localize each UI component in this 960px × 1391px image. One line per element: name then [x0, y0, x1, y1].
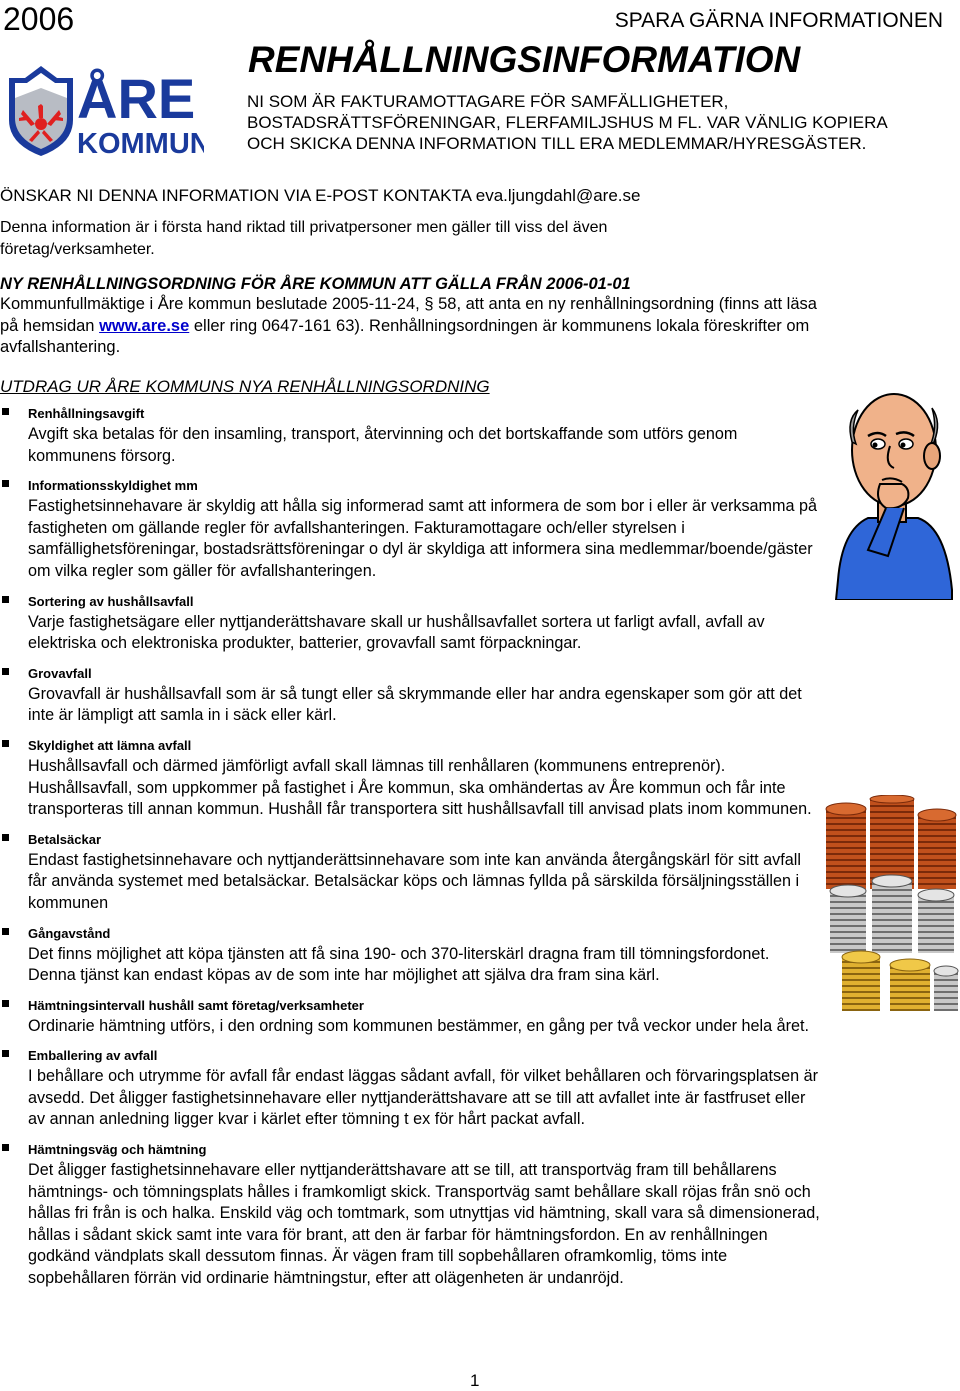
- bullet-square-icon: [2, 1000, 9, 1007]
- page-title: RENHÅLLNINGSINFORMATION: [248, 39, 801, 80]
- rule-title: Hämtningsväg och hämtning: [28, 1142, 207, 1158]
- logo-line1: ÅRE: [77, 67, 196, 130]
- coat-of-arms-icon: [5, 58, 204, 158]
- rule-body: I behållare och utrymme för avfall får endast läggas sådant avfall, för vilket behållaren och förvaringsplatsen är avsedd. Det åligger fastighetsinnehavare eller nyttjanderättshavare att se till att avfallet inte är fastfruset eller av annan anledning ligger kvar i kärlet efter tömning t ex för hårt packat avfall.: [28, 1067, 819, 1129]
- rule-item: [0, 830, 820, 915]
- bullet-square-icon: [2, 1050, 9, 1057]
- rule-title: Emballering av avfall: [28, 1048, 158, 1064]
- rule-body: Det åligger fastighetsinnehavare eller nyttjanderättshavare att se till, att transportväg fram till behållarens hämtnings- och tömningsplats hålles i framkomligt skick. Transportväg samt behållare skall röjas från snö och hållas fri från is och halka. Enskild väg och tomtmark, som utnyttjas vid hämtning, skall vara så dimensionerad, hållas i sådant skick samt inte vara för brant, att den är farbar för hämtningsfordon. En av renhållningen godkänd vändplats skall dessutom finnas. Är vägen fram till sopbehållaren oframkomlig, töms inte sopbehållaren förrän vid ordinarie hämtningstur, efter att olägenheten är undanröjd.: [28, 1161, 820, 1288]
- item-spacer: [0, 915, 820, 924]
- rule-item: [0, 996, 820, 1038]
- rule-title: Hämtningsintervall hushåll samt företag/verksamheter: [28, 997, 364, 1013]
- website-link[interactable]: www.are.se: [99, 316, 190, 335]
- bullet-square-icon: [2, 596, 9, 603]
- item-spacer: [0, 727, 820, 736]
- item-spacer: [0, 987, 820, 996]
- rule-item: [0, 1140, 820, 1290]
- rule-title: Skyldighet att lämna avfall: [28, 737, 192, 753]
- year: 2006: [3, 1, 75, 37]
- bullet-square-icon: [2, 408, 9, 415]
- save-notice: SPARA GÄRNA INFORMATIONEN: [614, 9, 943, 32]
- rule-item: [0, 736, 820, 821]
- rule-item: [0, 592, 820, 655]
- bullet-square-icon: [2, 480, 9, 487]
- page-number: 1: [470, 1371, 480, 1390]
- rule-body: Avgift ska betalas för den insamling, transport, återvinning och det bortskaffande som utförs genom kommunens försorg.: [28, 425, 738, 465]
- rule-title: Betalsäckar: [28, 831, 101, 847]
- rule-body: Ordinarie hämtning utförs, i den ordning som kommunen bestämmer, en gång per två veckor under hela året.: [28, 1016, 810, 1035]
- rule-title: Gångavstånd: [28, 925, 111, 941]
- bullet-square-icon: [2, 1144, 9, 1151]
- rule-title: Informationsskyldighet mm: [28, 478, 198, 494]
- news-body: [0, 294, 820, 359]
- rule-item: [0, 1046, 820, 1131]
- logo-line2: KOMMUN: [77, 128, 204, 158]
- rule-title: Grovavfall: [28, 665, 92, 681]
- email-contact-line: ÖNSKAR NI DENNA INFORMATION VIA E-POST KONTAKTA eva.ljungdahl@are.se: [0, 186, 641, 205]
- rule-body: Varje fastighetsägare eller nyttjanderättshavare skall ur hushållsavfallet sortera ut farligt avfall, avfall av elektriska och elektroniska produkter, batterier, grovavfall samt förpackningar.: [28, 612, 765, 653]
- bullet-square-icon: [2, 928, 9, 935]
- bullet-square-icon: [2, 668, 9, 675]
- rules-list: [0, 404, 820, 1299]
- rule-body: Fastighetsinnehavare är skyldig att hålla sig informerad samt att informera de som bor i eller är verksamma på fastigheten om gällande regler för avfallshanteringen. Fakturamottagare och/eller styrelsen i samfällighetsföreningar, bostadsrättsföreningar o dyl är skyldiga att informera sina medlemmar/boende/gäster om vilka regler som gäller för avfallshanteringen.: [28, 497, 818, 580]
- item-spacer: [0, 583, 820, 592]
- rule-body: Endast fastighetsinnehavare och nyttjanderättsinnehavare som inte kan använda återgångskärl för sitt avfall får använda systemet med betalsäckar. Betalsäckar köps och lämnas fyllda på särskilda försäljningsställen i kommunen: [28, 850, 801, 912]
- rule-body: Hushållsavfall och därmed jämförligt avfall skall lämnas till renhållaren (kommunens entreprenör). Hushållsavfall, som uppkommer på fastighet i Åre kommun, ska omhändertas av Åre kommun och får inte transporteras till annan kommun. Hushåll får transportera sitt hushållsavfall till anvisad plats inom kommunen.: [28, 756, 812, 819]
- item-spacer: [0, 467, 820, 476]
- rule-title: Sortering av hushållsavfall: [28, 593, 194, 609]
- coin-stacks-clipart-icon: [822, 795, 960, 1015]
- item-spacer: [0, 655, 820, 664]
- rule-body: Grovavfall är hushållsavfall som är så tungt eller så skrymmande eller har andra egenskaper som gör att det inte är lämpligt att samla in i säck eller kärl.: [28, 684, 802, 725]
- rule-item: [0, 404, 820, 467]
- item-spacer: [0, 1131, 820, 1140]
- item-spacer: [0, 821, 820, 830]
- rule-item: [0, 664, 820, 727]
- extract-heading: UTDRAG UR ÅRE KOMMUNS NYA RENHÅLLNINGSORDNING: [0, 377, 490, 396]
- thinking-man-clipart-icon: [828, 380, 956, 600]
- intro-text: NI SOM ÄR FAKTURAMOTTAGARE FÖR SAMFÄLLIGHETER, BOSTADSRÄTTSFÖRENINGAR, FLERFAMILJSHUS M FL. VAR VÄNLIG KOPIERA OCH SKICKA DENNA INFORMATION TILL ERA MEDLEMMAR/HYRESGÄSTER.: [247, 92, 887, 153]
- audience-note: Denna information är i första hand riktad till privatpersoner men gäller till viss del även företag/verksamheter.: [0, 219, 608, 258]
- item-spacer: [0, 1037, 820, 1046]
- rule-item: [0, 924, 820, 987]
- bullet-square-icon: [2, 740, 9, 747]
- news-body-part1: Kommunfullmäktige i Åre kommun beslutade 2005-11-24, § 58, att anta en ny renhållningsordning (finns att läsa på hemsidan: [0, 295, 817, 335]
- item-spacer: [0, 1290, 820, 1299]
- bullet-square-icon: [2, 834, 9, 841]
- news-body-part2: eller ring 0647-161 63). Renhållningsordningen är kommunens lokala föreskrifter om avfallshantering.: [0, 316, 810, 356]
- are-kommun-logo: [5, 58, 204, 158]
- news-heading: NY RENHÅLLNINGSORDNING FÖR ÅRE KOMMUN ATT GÄLLA FRÅN 2006-01-01: [0, 275, 631, 293]
- rule-title: Renhållningsavgift: [28, 406, 145, 421]
- rule-body: Det finns möjlighet att köpa tjänsten att få sina 190- och 370-literskärl dragna fram till tömningsfordonet. Denna tjänst kan endast köpas av de som inte har möjlighet att själva dra fram sina kärl.: [28, 944, 770, 985]
- rule-item: [0, 476, 820, 582]
